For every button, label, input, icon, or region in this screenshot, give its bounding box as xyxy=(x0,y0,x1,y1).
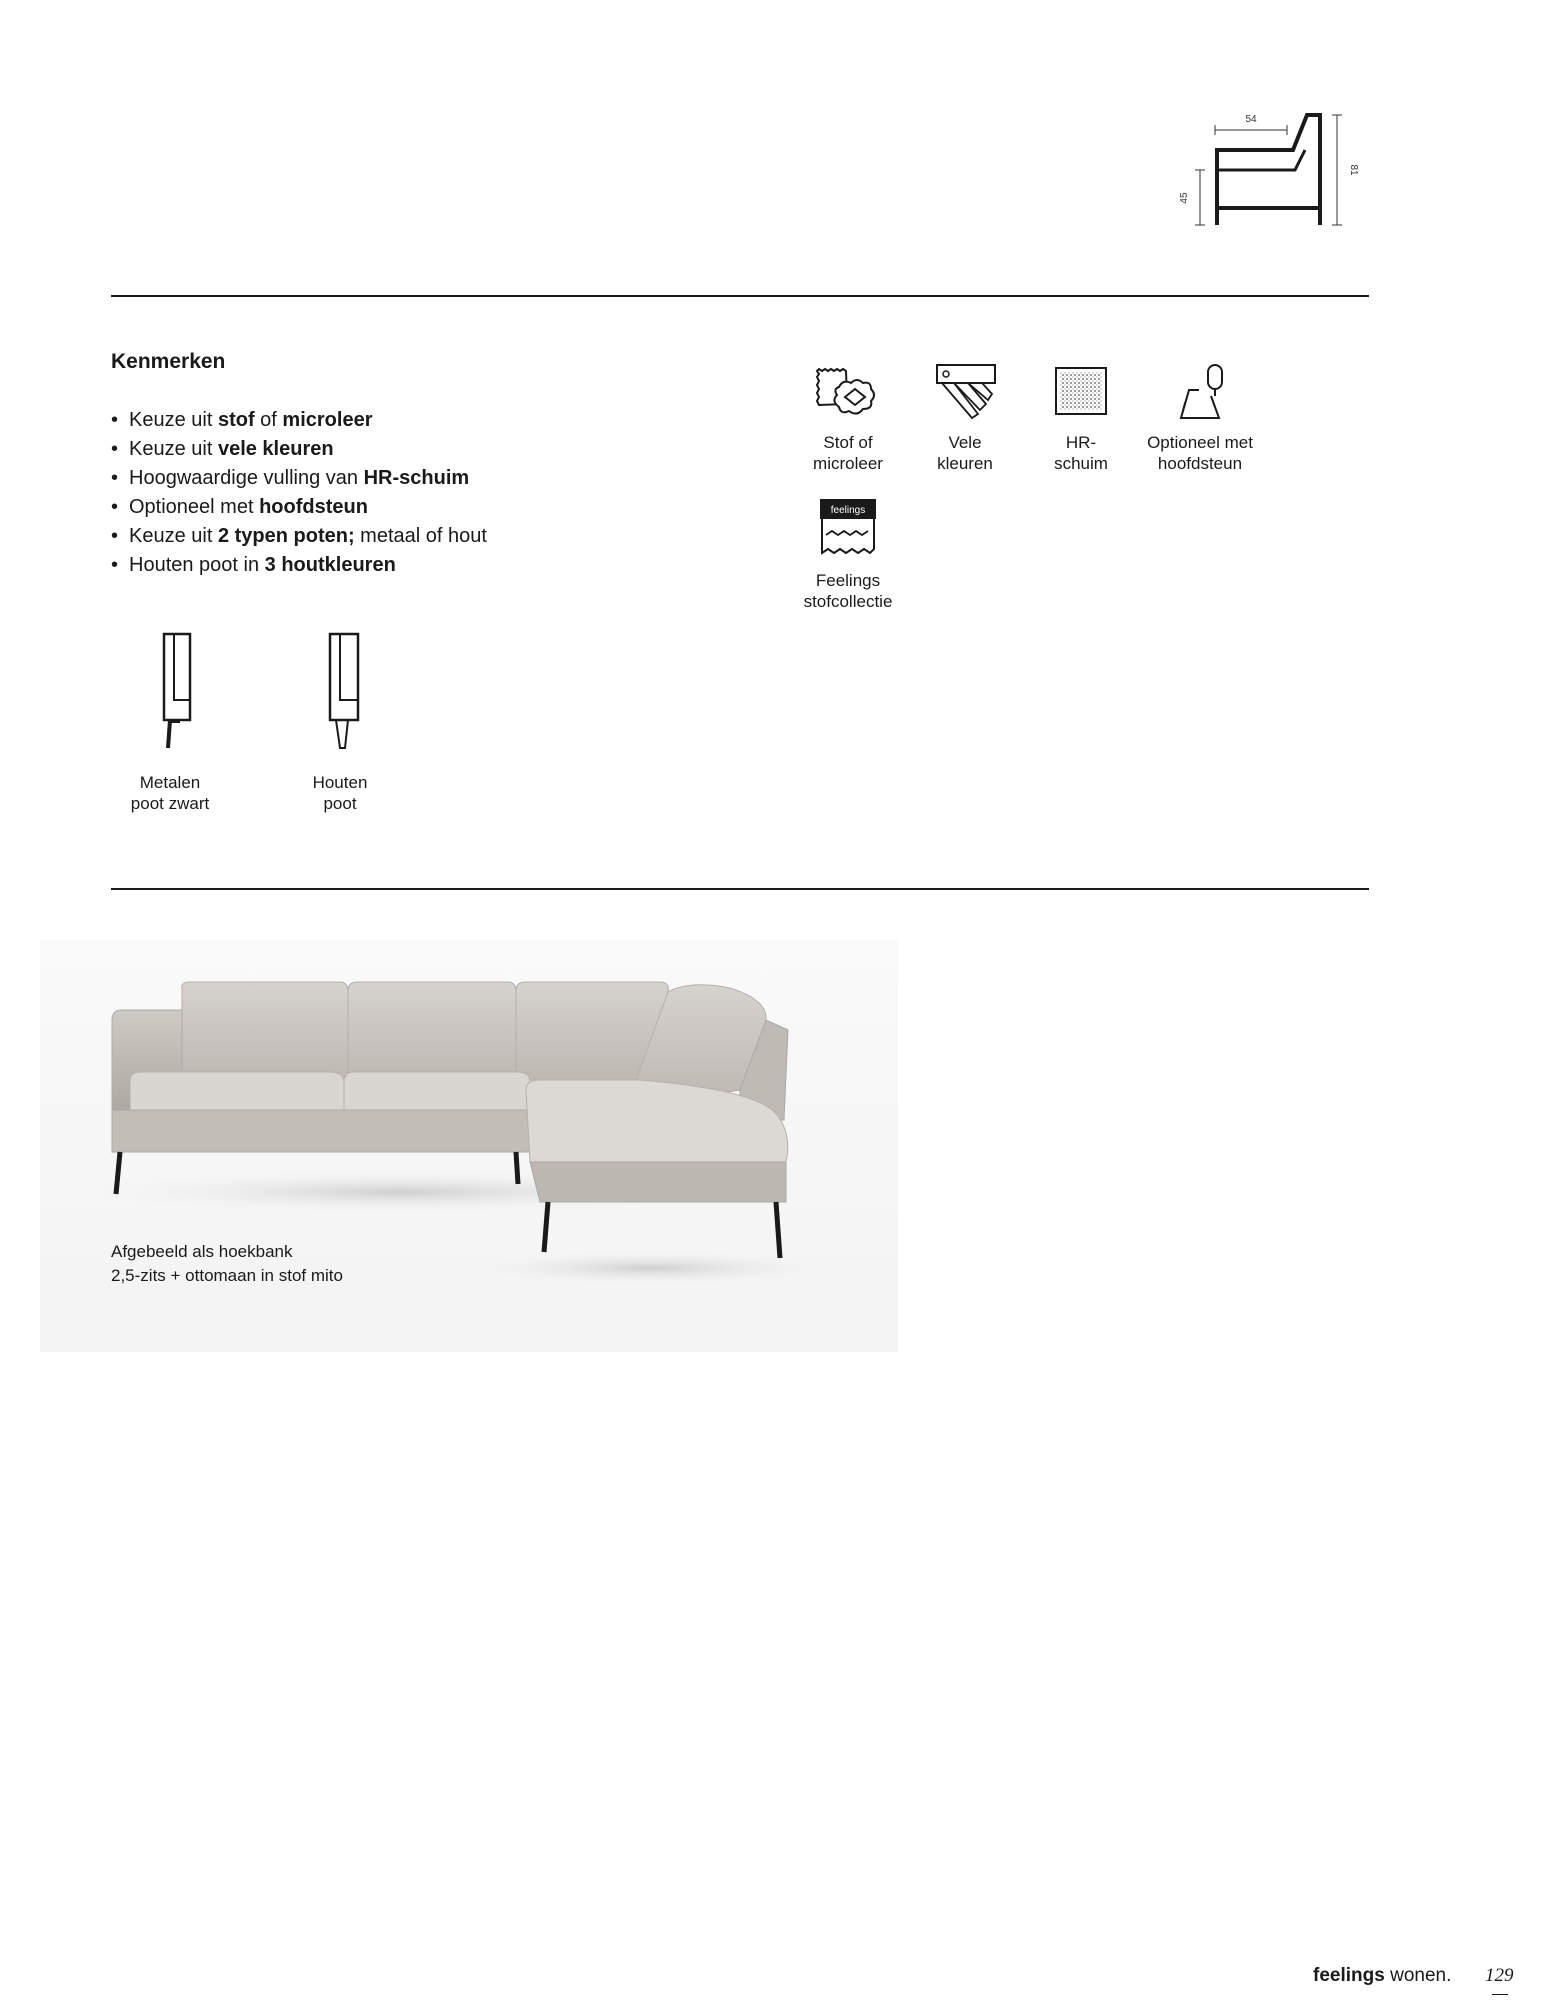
features-list xyxy=(111,406,487,580)
feelings-fabric-caption xyxy=(778,570,918,612)
metal-leg-icon xyxy=(150,630,210,750)
feelings-badge-text: feelings xyxy=(830,505,866,516)
icon-caption-line: stofcollectie xyxy=(803,592,893,611)
dim-width-label: 54 xyxy=(1245,114,1257,125)
feature-item: • Keuze uit stof of microleer xyxy=(111,406,487,435)
icon-caption-line: Feelings xyxy=(815,571,881,590)
dimension-diagram xyxy=(1175,110,1375,235)
feature-item: • Keuze uit vele kleuren xyxy=(111,435,487,464)
kenmerken-heading: Kenmerken xyxy=(111,350,226,373)
leg-caption-line: poot xyxy=(323,794,357,813)
leg-caption-line: Houten xyxy=(312,773,368,792)
dim-height-label: 81 xyxy=(1348,164,1359,176)
color-swatches-icon xyxy=(934,362,1000,422)
middle-divider xyxy=(111,888,1369,890)
headrest-caption xyxy=(1130,432,1270,474)
feature-item: • Hoogwaardige vulling van HR-schuim xyxy=(111,464,487,493)
icon-caption-line: Optioneel met xyxy=(1147,433,1253,452)
caption-line: 2,5-zits + ottomaan in stof mito xyxy=(111,1266,343,1285)
hr-foam-icon xyxy=(1054,366,1108,416)
icon-caption-line: schuim xyxy=(1054,454,1108,473)
headrest-icon xyxy=(1175,362,1229,422)
corner-sofa-image xyxy=(40,940,898,1352)
caption-line: Afgebeeld als hoekbank xyxy=(111,1242,293,1261)
icon-caption-line: microleer xyxy=(813,454,883,473)
metal-leg-caption xyxy=(100,772,240,814)
page-number-dash xyxy=(1492,1994,1508,1995)
feature-item: • Keuze uit 2 typen poten; metaal of hout xyxy=(111,522,487,551)
feelings-fabric-icon xyxy=(818,497,878,561)
wooden-leg-caption xyxy=(270,772,410,814)
icon-caption-line: hoofdsteun xyxy=(1157,454,1243,473)
top-divider xyxy=(111,295,1369,297)
wooden-leg-icon xyxy=(320,630,380,750)
footer-brand: feelings wonen. xyxy=(1313,1965,1452,1986)
feature-item: • Houten poot in 3 houtkleuren xyxy=(111,551,487,580)
icon-caption-line: HR- xyxy=(1065,433,1097,452)
page-number: 129 xyxy=(1485,1965,1514,1986)
icon-caption-line: Vele xyxy=(948,433,982,452)
icon-caption-line: kleuren xyxy=(937,454,993,473)
icon-caption-line: Stof of xyxy=(823,433,873,452)
dim-seat-label: 45 xyxy=(1179,192,1190,204)
photo-caption xyxy=(111,1240,343,1288)
leg-caption-line: poot zwart xyxy=(130,794,210,813)
feature-item: • Optioneel met hoofdsteun xyxy=(111,493,487,522)
leg-caption-line: Metalen xyxy=(139,773,201,792)
fabric-leather-icon xyxy=(813,365,883,425)
sofa-photo xyxy=(40,940,898,1352)
